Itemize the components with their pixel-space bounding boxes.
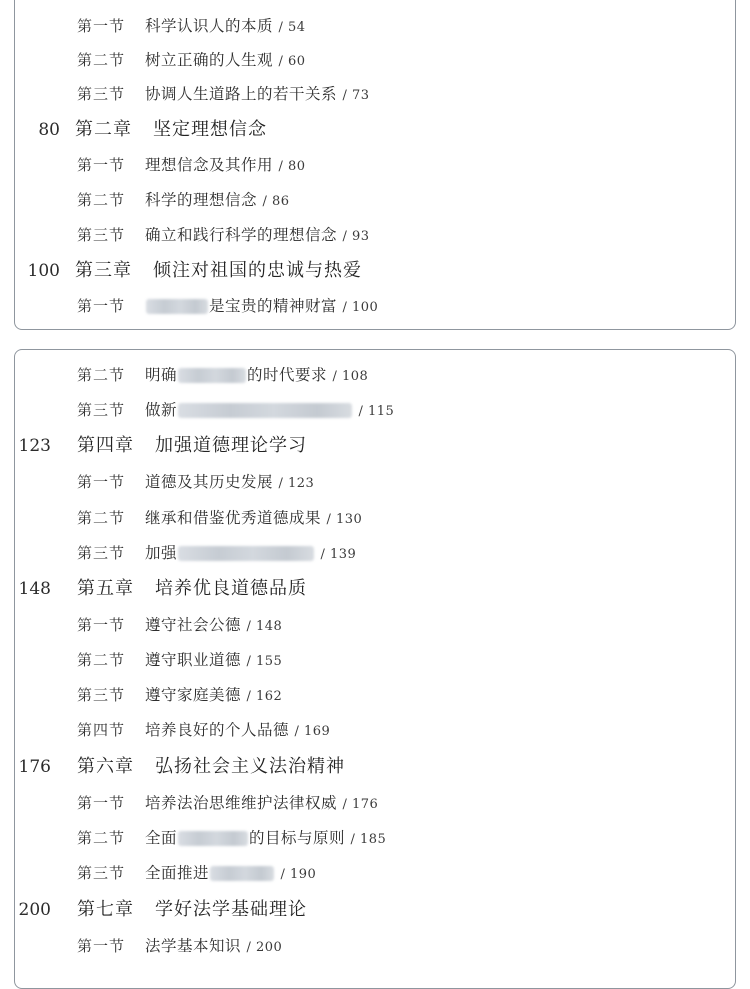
section-label: 第三节 <box>77 864 126 882</box>
section-page: / 162 <box>246 689 283 704</box>
chapter-label: 第三章 <box>75 260 132 281</box>
chapter-title: 学好法学基础理论 <box>155 899 307 920</box>
section-title: 遵守家庭美德 <box>145 686 242 704</box>
section-label: 第三节 <box>77 226 126 244</box>
section-label: 第二节 <box>77 829 126 847</box>
section-title: 科学的理想信念 <box>145 191 258 209</box>
section-label: 第二节 <box>77 366 126 384</box>
section-page: / 139 <box>320 547 357 562</box>
blurred-text <box>178 831 248 846</box>
chapter-title: 弘扬社会主义法治精神 <box>155 756 345 777</box>
section-page: / 148 <box>246 619 283 634</box>
section-page: / 93 <box>342 229 370 244</box>
chapter-page-number: 176 <box>18 757 51 777</box>
chapter-label: 第五章 <box>77 578 134 599</box>
blurred-text <box>178 403 352 418</box>
chapter-title: 坚定理想信念 <box>153 119 267 140</box>
section-label: 第一节 <box>77 473 126 491</box>
section-title: 遵守社会公德 <box>145 616 242 634</box>
section-title: 树立正确的人生观 <box>145 51 274 69</box>
section-label: 第三节 <box>77 686 126 704</box>
section-page: / 100 <box>342 300 379 315</box>
chapter-title: 培养优良道德品质 <box>155 578 307 599</box>
section-label: 第一节 <box>77 937 126 955</box>
section-label: 第二节 <box>77 509 126 527</box>
section-page: / 200 <box>246 940 283 955</box>
section-label: 第一节 <box>77 616 126 634</box>
chapter-page-number: 80 <box>38 120 60 140</box>
section-page: / 185 <box>350 832 387 847</box>
section-page: / 54 <box>278 20 306 35</box>
section-page: / 86 <box>262 194 290 209</box>
section-title: 做新 <box>145 401 178 419</box>
blurred-text <box>178 368 246 383</box>
section-label: 第二节 <box>77 51 126 69</box>
section-label: 第三节 <box>77 85 126 103</box>
section-title: 是宝贵的精神财富 <box>209 297 338 315</box>
section-title: 培养法治思维维护法律权威 <box>145 794 338 812</box>
section-title: 继承和借鉴优秀道德成果 <box>145 509 322 527</box>
section-title-suffix: 的目标与原则 <box>249 829 346 847</box>
section-title: 全面 <box>145 829 178 847</box>
section-page: / 155 <box>246 654 283 669</box>
chapter-label: 第七章 <box>77 899 134 920</box>
section-title: 理想信念及其作用 <box>145 156 274 174</box>
section-page: / 190 <box>280 867 317 882</box>
section-label: 第一节 <box>77 156 126 174</box>
chapter-title: 倾注对祖国的忠诚与热爱 <box>153 260 362 281</box>
section-page: / 115 <box>358 404 395 419</box>
section-page: / 80 <box>278 159 306 174</box>
chapter-label: 第二章 <box>75 119 132 140</box>
chapter-title: 加强道德理论学习 <box>155 435 307 456</box>
section-page: / 60 <box>278 54 306 69</box>
section-label: 第一节 <box>77 297 126 315</box>
section-title: 培养良好的个人品德 <box>145 721 290 739</box>
section-title: 遵守职业道德 <box>145 651 242 669</box>
chapter-page-number: 148 <box>18 579 51 599</box>
chapter-page-number: 100 <box>27 261 60 281</box>
section-page: / 130 <box>326 512 363 527</box>
chapter-label: 第六章 <box>77 756 134 777</box>
section-title: 科学认识人的本质 <box>145 17 274 35</box>
section-page: / 123 <box>278 476 315 491</box>
blurred-text <box>178 546 314 561</box>
section-page: / 108 <box>332 369 369 384</box>
section-title: 法学基本知识 <box>145 937 242 955</box>
chapter-page-number: 123 <box>18 436 51 456</box>
section-title: 确立和践行科学的理想信念 <box>145 226 338 244</box>
section-page: / 169 <box>294 724 331 739</box>
section-title-suffix: 的时代要求 <box>247 366 328 384</box>
section-title: 加强 <box>145 544 178 562</box>
blurred-text <box>146 299 208 314</box>
section-label: 第四节 <box>77 721 126 739</box>
chapter-label: 第四章 <box>77 435 134 456</box>
section-title: 明确 <box>145 366 178 384</box>
toc-card-upper <box>14 0 736 330</box>
toc-card-lower <box>14 349 736 989</box>
chapter-page-number: 200 <box>18 900 51 920</box>
section-title: 道德及其历史发展 <box>145 473 274 491</box>
section-label: 第一节 <box>77 17 126 35</box>
section-label: 第三节 <box>77 401 126 419</box>
section-title: 协调人生道路上的若干关系 <box>145 85 338 103</box>
section-label: 第一节 <box>77 794 126 812</box>
section-label: 第二节 <box>77 191 126 209</box>
section-label: 第三节 <box>77 544 126 562</box>
section-title: 全面推进 <box>145 864 210 882</box>
section-label: 第二节 <box>77 651 126 669</box>
section-page: / 176 <box>342 797 379 812</box>
section-page: / 73 <box>342 88 370 103</box>
blurred-text <box>210 866 274 881</box>
